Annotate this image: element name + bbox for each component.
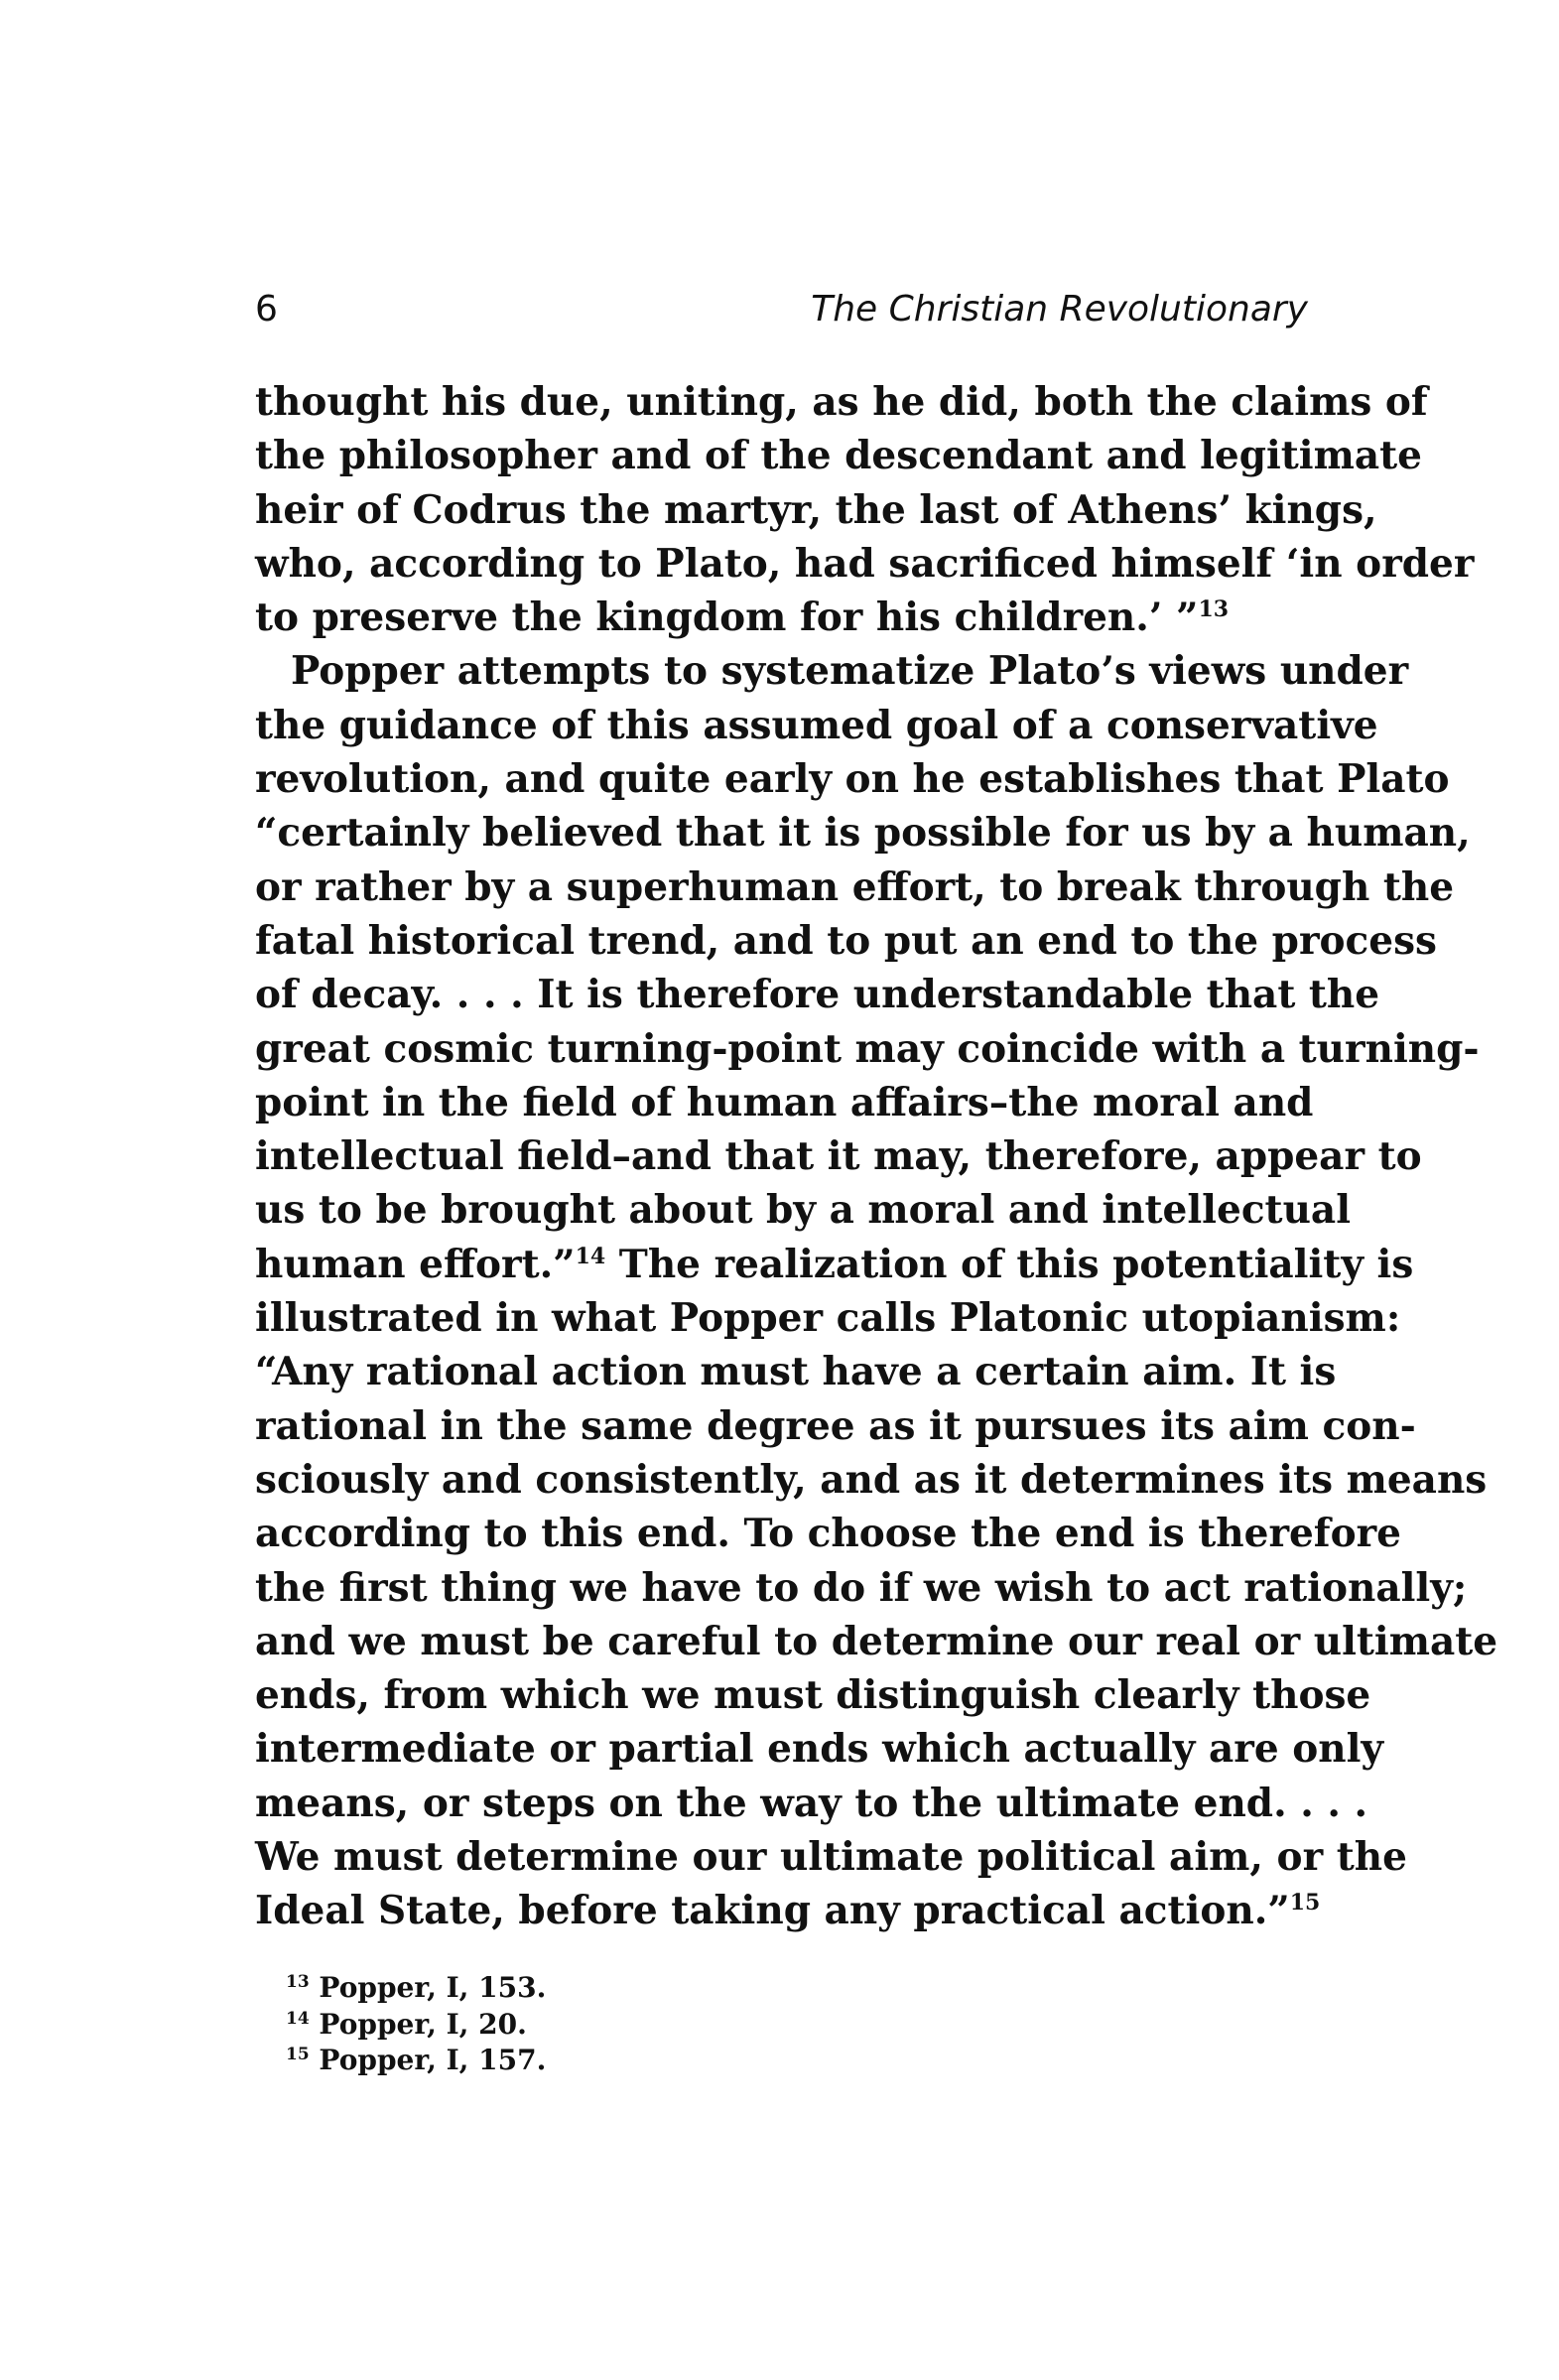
text-line-content: rational in the same degree as it pursues its aim con- [255, 1402, 1416, 1449]
text-line [255, 1507, 1401, 1560]
text-line [255, 806, 1471, 859]
text-line-content: intellectual field–and that it may, therefore, appear to [255, 1133, 1422, 1180]
footnote-marker: 13 [286, 1972, 310, 1992]
footnote [286, 2007, 980, 2044]
text-line-content: thought his due, uniting, as he did, both the claims of [255, 379, 1428, 425]
text-line-content: “Any rational action must have a certain aim. It is [255, 1349, 1337, 1395]
text-line-content: Popper attempts to systematize Plato’s views under [291, 648, 1409, 695]
text-line [255, 1291, 1401, 1345]
text-line-content: great cosmic turning-point may coincide with a turning- [255, 1025, 1480, 1072]
text-line [255, 1399, 1416, 1453]
text-line-content: and we must be careful to determine our real or ultimate [255, 1618, 1498, 1664]
text-line-content: the philosopher and of the descendant and legitimate [255, 433, 1422, 479]
text-line [255, 1129, 1422, 1183]
text-line-content: the guidance of this assumed goal of a conservative [255, 702, 1378, 748]
text-line [255, 914, 1437, 968]
text-line [255, 1183, 1352, 1237]
text-line-content: sciously and consistently, and as it determines its means [255, 1456, 1488, 1503]
text-line-content: means, or steps on the way to the ultimate end. . . . [255, 1780, 1368, 1826]
text-line-content: “certainly believed that it is possible for us by a human, [255, 810, 1471, 857]
footnote-marker: 15 [286, 2045, 310, 2064]
text-line [255, 752, 1450, 806]
text-line [255, 1453, 1488, 1507]
text-line [255, 429, 1422, 482]
running-head [251, 280, 1308, 339]
text-line-content: We must determine our ultimate political aim, or the [255, 1834, 1407, 1881]
footnote-marker: 14 [286, 2008, 310, 2029]
text-line [255, 1884, 1321, 1937]
text-line-content: heir of Codrus the martyr, the last of Athens’ kings, [255, 486, 1377, 533]
text-line-content: the first thing we have to do if we wish to act rationally; [255, 1564, 1468, 1611]
text-line [255, 968, 1380, 1021]
text-line [255, 1022, 1480, 1076]
text-line-content: illustrated in what Popper calls Platonic utopianism: [255, 1295, 1401, 1342]
text-line [255, 1345, 1337, 1398]
text-line-content: according to this end. To choose the end is therefore [255, 1511, 1401, 1557]
footnote [286, 2043, 980, 2079]
footnotes [286, 1970, 980, 2079]
text-line [255, 537, 1475, 591]
text-line [255, 1830, 1407, 1884]
body-text [255, 375, 1498, 1938]
text-line-content: or rather by a superhuman effort, to break through the [255, 863, 1455, 910]
page-number: 6 [255, 289, 278, 330]
text-line-content: of decay. . . . It is therefore understandable that the [255, 972, 1380, 1018]
text-line-content: intermediate or partial ends which actually are only [255, 1726, 1384, 1773]
text-line [255, 644, 1409, 698]
text-line [255, 1777, 1368, 1830]
text-line-content: point in the field of human affairs–the moral and [255, 1079, 1314, 1125]
text-line [255, 1722, 1384, 1776]
text-line [255, 699, 1378, 752]
footnote-reference[interactable]: 15 [1289, 1890, 1321, 1917]
text-line [255, 591, 1312, 644]
text-line-content: Ideal State, before taking any practical action.” [255, 1888, 1290, 1934]
footnote-text: Popper, I, 20. [309, 2007, 527, 2041]
text-line [255, 375, 1428, 429]
text-line [255, 483, 1377, 537]
text-line-content: fatal historical trend, and to put an end to the process [255, 917, 1437, 964]
footnote-text: Popper, I, 153. [309, 1971, 547, 2004]
footnote-reference[interactable]: 13 [1198, 596, 1230, 623]
footnote-reference[interactable]: 14 [575, 1243, 606, 1269]
text-line-content: human effort.” [255, 1241, 576, 1287]
text-line [255, 860, 1455, 914]
text-line-content: to preserve the kingdom for his children.’ ” [255, 595, 1199, 641]
text-line [255, 1238, 1414, 1291]
text-line [255, 1615, 1498, 1668]
text-line-continuation: The realization of this potentiality is [605, 1241, 1414, 1287]
text-line-content: who, according to Plato, had sacrificed himself ‘in order [255, 540, 1475, 587]
text-line-content: revolution, and quite early on he establishes that Plato [255, 756, 1450, 803]
text-line-content: ends, from which we must distinguish clearly those [255, 1672, 1371, 1719]
footnote [286, 1970, 980, 2007]
running-title: The Christian Revolutionary [811, 289, 1308, 330]
text-line-content: us to be brought about by a moral and intellectual [255, 1187, 1352, 1234]
text-line [255, 1076, 1312, 1129]
text-line [255, 1668, 1371, 1722]
text-line [255, 1561, 1468, 1615]
footnote-text: Popper, I, 157. [309, 2044, 547, 2076]
